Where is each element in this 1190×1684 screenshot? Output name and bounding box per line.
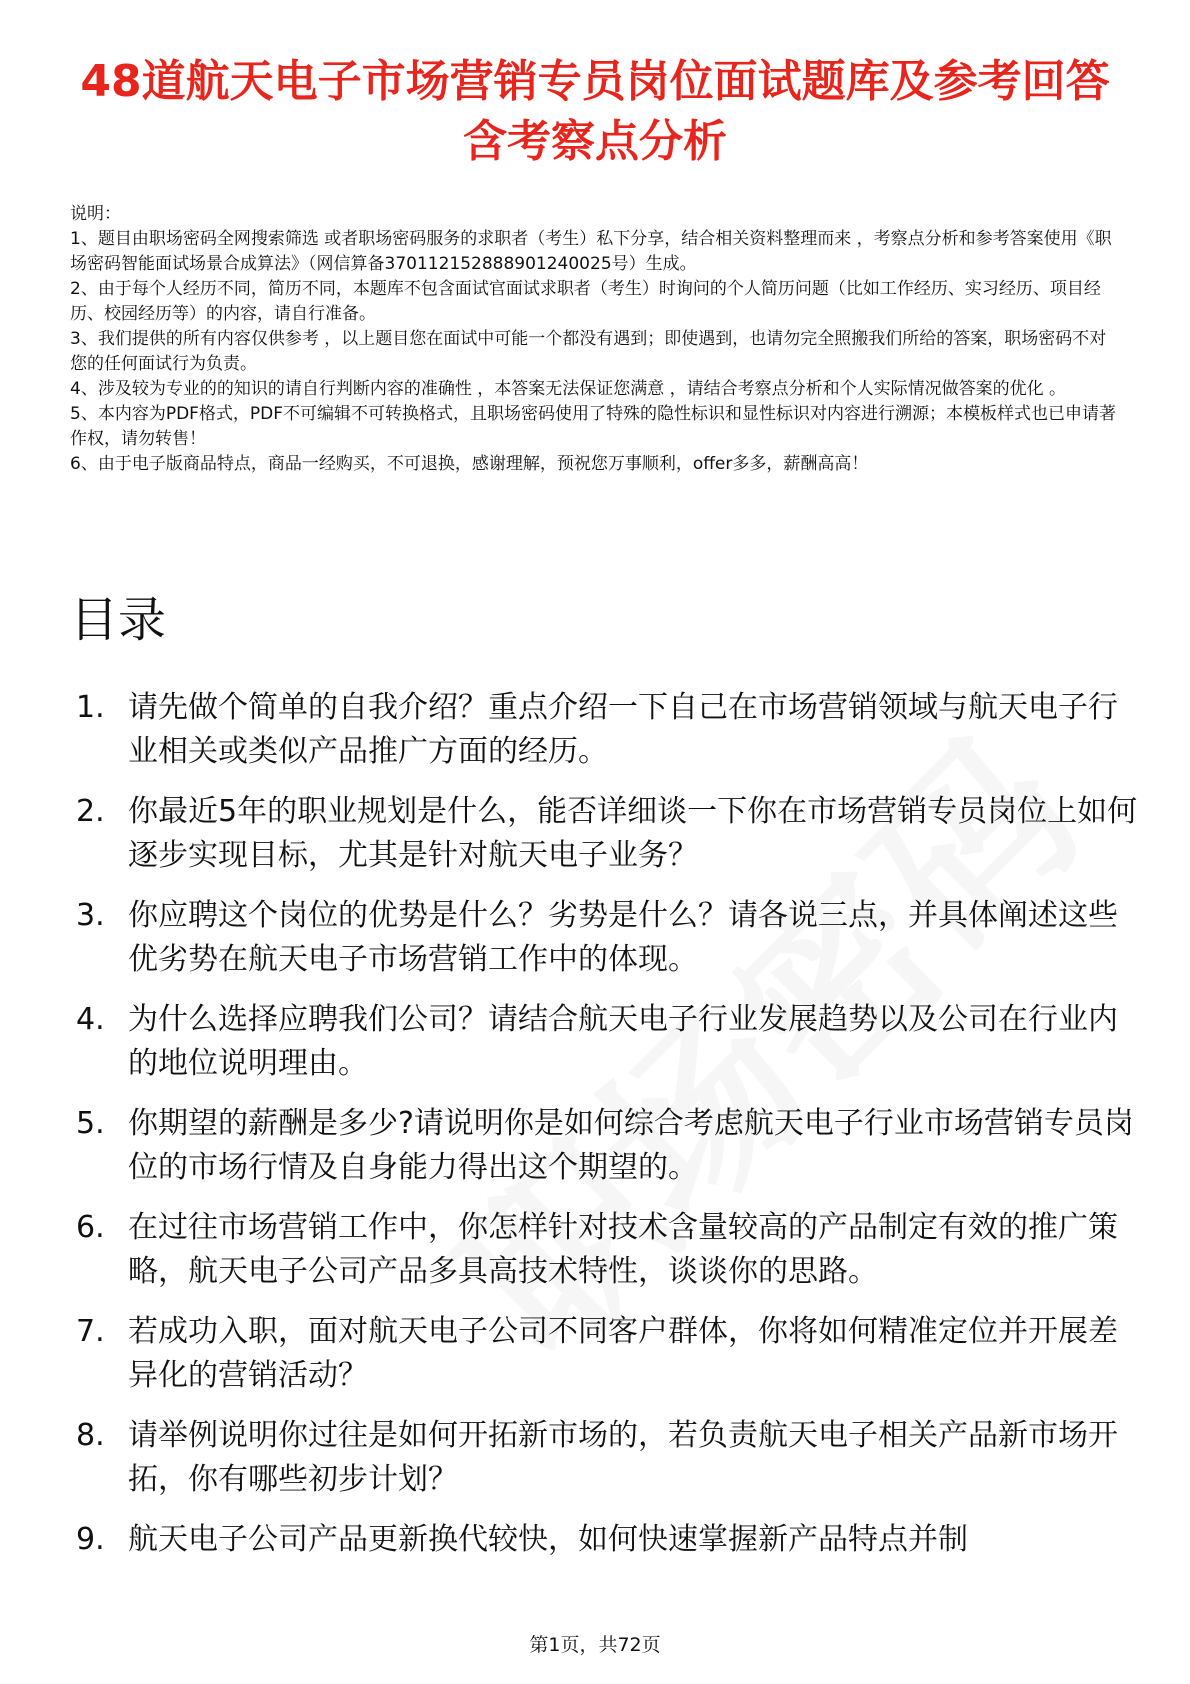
document-title: 48道航天电子市场营销专员岗位面试题库及参考回答含考察点分析 — [80, 56, 1110, 167]
note-item-2: 2、由于每个人经历不同，简历不同，本题库不包含面试官面试求职者（考生）时询问的个人简历问题（比如工作经历、实习经历、项目经历、校园经历等）的内容，请自行准备。 — [70, 279, 1101, 324]
toc-item-number: 7. — [76, 1314, 105, 1349]
note-item-3: 3、我们提供的所有内容仅供参考 ，以上题目您在面试中可能一个都没有遇到；即使遇到，也请勿完全照搬我们所给的答案，职场密码不对您的任何面试行为负责。 — [70, 329, 1107, 374]
toc-item[interactable] — [70, 1206, 1140, 1294]
toc-item-text: 你最近5年的职业规划是什么，能否详细谈一下你在市场营销专员岗位上如何逐步实现目标，尤其是针对航天电子业务？ — [128, 794, 1138, 873]
toc-item-text: 若成功入职，面对航天电子公司不同客户群体，你将如何精准定位并开展差异化的营销活动？ — [128, 1314, 1118, 1393]
toc-item-text: 你应聘这个岗位的优势是什么？劣势是什么？请各说三点，并具体阐述这些优劣势在航天电子市场营销工作中的体现。 — [128, 898, 1118, 977]
page-footer: 第1页，共72页 — [529, 1634, 661, 1656]
toc-item-text: 为什么选择应聘我们公司？请结合航天电子行业发展趋势以及公司在行业内的地位说明理由。 — [128, 1002, 1118, 1081]
toc-item-text: 请先做个简单的自我介绍？重点介绍一下自己在市场营销领域与航天电子行业相关或类似产品推广方面的经历。 — [128, 690, 1118, 769]
toc-item[interactable] — [70, 1310, 1140, 1398]
note-item-5: 5、本内容为PDF格式，PDF不可编辑不可转换格式，且职场密码使用了特殊的隐性标识和显性标识对内容进行溯源；本模板样式也已申请著作权，请勿转售！ — [70, 404, 1117, 449]
toc-item-number: 8. — [76, 1418, 105, 1453]
toc-item-number: 2. — [76, 794, 105, 829]
toc-item-number: 4. — [76, 1002, 105, 1037]
toc-item[interactable] — [70, 686, 1140, 774]
notes-heading: 说明： — [70, 204, 121, 224]
toc-item[interactable] — [70, 998, 1140, 1086]
toc-item[interactable] — [70, 1518, 1140, 1562]
notes-section — [70, 202, 1120, 477]
toc-item[interactable] — [70, 790, 1140, 878]
toc-item-number: 6. — [76, 1210, 105, 1245]
note-item-1: 1、题目由职场密码全网搜索筛选 或者职场密码服务的求职者（考生）私下分享，结合相关资料整理而来 ，考察点分析和参考答案使用《职场密码智能面试场景合成算法》（网信算备370112152888901240025号）生成。 — [70, 229, 1112, 274]
toc-heading: 目录 — [70, 592, 167, 648]
toc-item-number: 9. — [76, 1522, 105, 1557]
note-item-4: 4、涉及较为专业的的知识的请自行判断内容的准确性 ，本答案无法保证您满意 ，请结合考察点分析和个人实际情况做答案的优化 。 — [70, 379, 1067, 399]
toc-item-text: 航天电子公司产品更新换代较快，如何快速掌握新产品特点并制 — [128, 1522, 968, 1557]
toc-item-text: 你期望的薪酬是多少?请说明你是如何综合考虑航天电子行业市场营销专员岗位的市场行情及自身能力得出这个期望的。 — [128, 1106, 1134, 1185]
toc-item-number: 1. — [76, 690, 105, 725]
table-of-contents — [70, 686, 1140, 1578]
toc-item[interactable] — [70, 1414, 1140, 1502]
toc-item-text: 请举例说明你过往是如何开拓新市场的，若负责航天电子相关产品新市场开拓，你有哪些初步计划？ — [128, 1418, 1118, 1497]
toc-item-text: 在过往市场营销工作中，你怎样针对技术含量较高的产品制定有效的推广策略，航天电子公司产品多具高技术特性，谈谈你的思路。 — [128, 1210, 1118, 1289]
toc-item-number: 5. — [76, 1106, 105, 1141]
toc-item-number: 3. — [76, 898, 105, 933]
toc-item[interactable] — [70, 1102, 1140, 1190]
toc-item[interactable] — [70, 894, 1140, 982]
note-item-6: 6、由于电子版商品特点，商品一经购买，不可退换，感谢理解，预祝您万事顺利，offer多多，薪酬高高！ — [70, 454, 869, 474]
